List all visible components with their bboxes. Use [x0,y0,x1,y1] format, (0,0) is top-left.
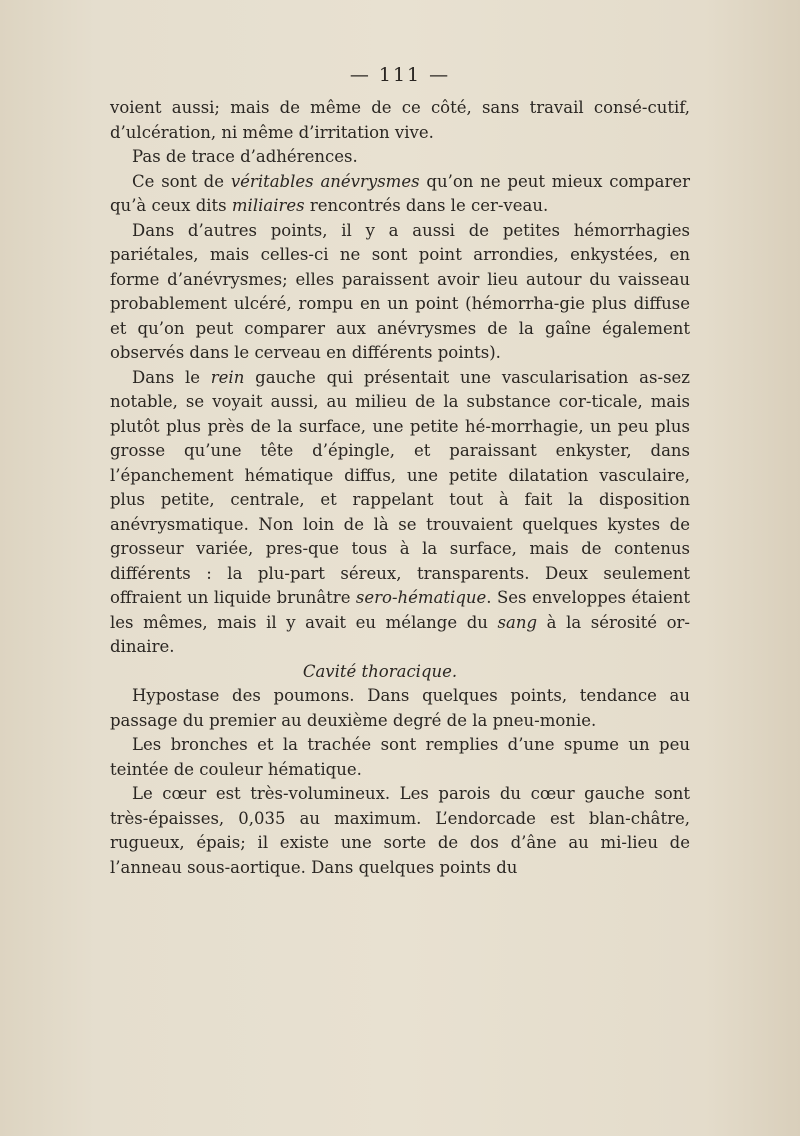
text-run: à la sérosité or-dinaire. [110,612,690,656]
text-run: . Ses enveloppes étaient les mêmes, mais il y avait eu mélange du [110,588,690,632]
italic-text: miliaires [231,196,305,215]
paragraph [110,684,690,733]
italic-text: véritables anévrysmes [230,171,420,191]
text-run: qu’on ne peut mieux comparer qu’à ceux dits [110,171,691,215]
text-run: Hypostase des poumons. Dans quelques points, tendance au passage du premier au deuxième degré de la pneu-monie. [110,686,690,730]
text-run: voient aussi; mais de même de ce côté, sans travail consé-cutif, d’ulcération, ni même d’irritation vive. [110,98,690,142]
italic-text: rein [210,367,245,387]
italic-text: Cavité thoracique. [302,661,458,681]
text-run: Dans d’autres points, il y a aussi de petites hémorrhagies pariétales, mais celles-ci ne sont point arrondies, enkystées, en forme d’anévrysmes; elles paraissent avoir lieu autour du vaisseau probablement ulcéré, rompu en un point (hémorrha-gie plus diffuse et qu’on peut comparer aux anévrysmes de la gaîne également observés dans le cerveau en différents points). [110,220,690,362]
paragraph [110,170,690,219]
paragraph [110,366,690,660]
paragraph [110,96,690,145]
section-heading [110,660,650,685]
paragraph [110,782,690,880]
paragraph [110,145,690,170]
paragraph [110,733,690,782]
text-run: Le cœur est très-volumineux. Les parois du cœur gauche sont très-épaisses, 0,035 au maximum. L’endorcade est blan-châtre, rugueux, épais; il existe une sorte de dos d’âne au mi-lieu de l’anneau sous-aortique. Dans quelques points du [110,784,690,877]
paragraph [110,219,690,366]
italic-text: sero-hématique [355,588,487,607]
body-text [110,96,690,880]
page-number: — 111 — [349,64,451,86]
text-run: Les bronches et la trachée sont remplies d’une spume un peu teintée de couleur hématique. [110,735,690,779]
italic-text: sang [497,612,538,632]
text-run: Ce sont de [132,171,231,191]
text-run: Dans le [132,367,211,387]
text-run: rencontrés dans le cer-veau. [304,196,549,215]
text-run: gauche qui présentait une vascularisation as-sez notable, se voyait aussi, au milieu de la substance cor-ticale, mais plutôt plus près de la surface, une petite hé-morrhagie, un peu plus grosse qu’une tête d’épingle, et paraissant enkyster, dans l’épanchement hématique diffus, une petite dilatation vasculaire, plus petite, centrale, et rappelant tout à fait la disposition anévrysmatique. Non loin de là se trouvaient quelques kystes de grosseur variée, pres-que tous à la surface, mais de contenus différents : la plu-part séreux, transparents. Deux seulement offraient un liquide brunâtre [110,367,690,607]
text-run: Pas de trace d’adhérences. [132,147,358,166]
